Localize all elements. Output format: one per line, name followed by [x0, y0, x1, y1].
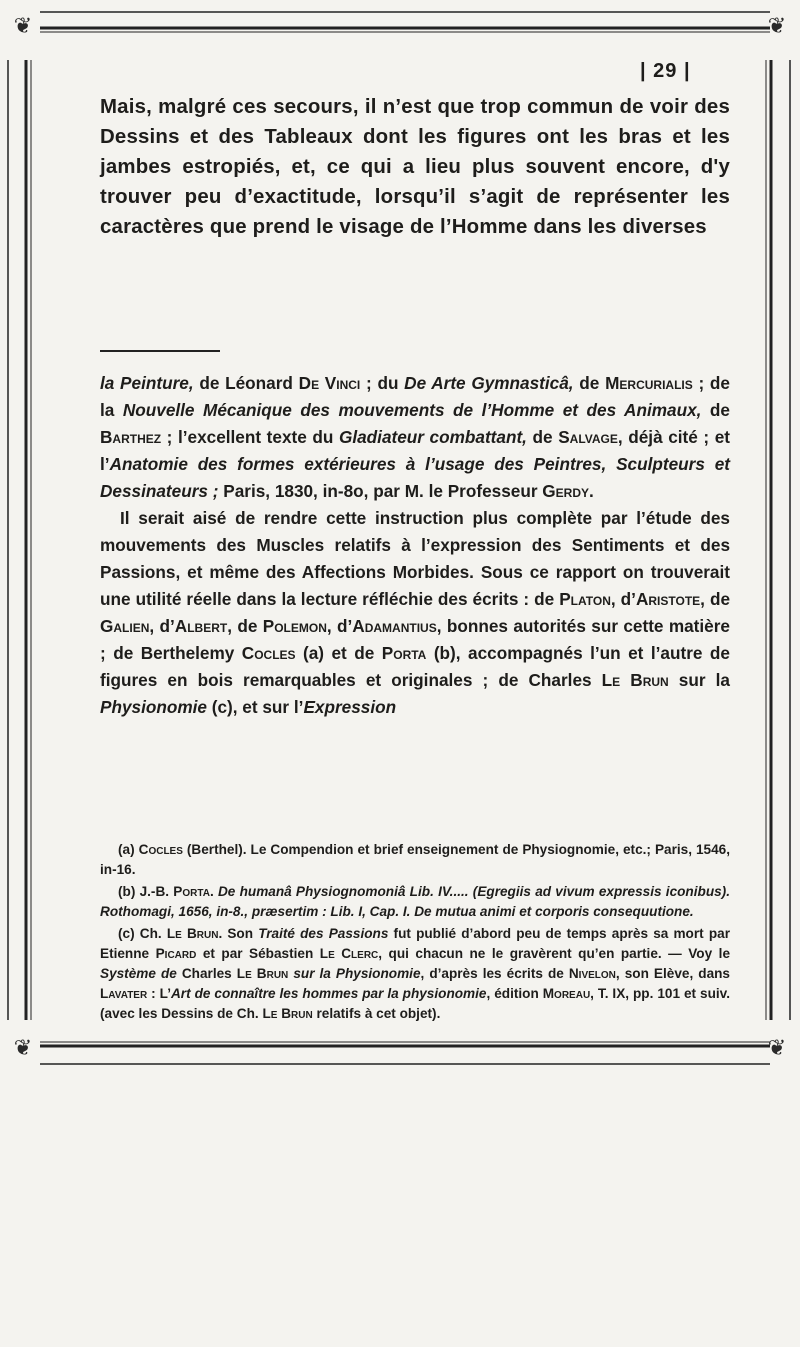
- corner-ornament-icon: ❦: [767, 14, 787, 39]
- top-border-ornament: [40, 0, 770, 60]
- paragraph-instruction: Il serait aisé de rendre cette instruction plus complète par l’étude des mouvements des Muscles relatifs à l’expression des Sentiments et des Passions, et même des Affections Morbides. Sous ce rapport on trouverait une utilité réelle dans la lecture réfléchie des écrits : de Platon, d’Aristote, de Galien, d’Albert, de Polemon, d’Adamantius, bonnes autorités sur cette matière ; de Berthelemy Cocles (a) et de Porta (b), accompagnés l’un et l’autre de figures en bois remarquables et originales ; de Charles Le Brun sur la Physionomie (c), et sur l’Expression: [100, 508, 731, 717]
- paragraph-references: la Peinture, de Léonard De Vinci ; du De Arte Gymnasticâ, de Mercurialis ; de la Nouvelle Mécanique des mouvements de l’Homme et des Animaux, de Barthez ; l’excellent texte du Gladiateur combattant, de Salvage, déjà cité ; et l’Anatomie des formes extérieures à l’usage des Peintres, Sculpteurs et Dessinateurs ; Paris, 1830, in-8o, par M. le Professeur Gerdy.: [100, 373, 731, 501]
- corner-ornament-icon: ❦: [13, 1036, 33, 1061]
- footnote-c: (c) Ch. Le Brun. Son Traité des Passions fut publié d’abord peu de temps après sa mort par Etienne Picard et par Sébastien Le Clerc, qui chacun ne le gravèrent qu’en partie. — Voy le Système de Charles Le Brun sur la Physionomie, d’après les écrits de Nivelon, son Elève, dans Lavater : L’Art de connaître les hommes par la physionomie, édition Moreau, T. IX, pp. 101 et suiv. (avec les Dessins de Ch. Le Brun relatifs à cet objet).: [100, 926, 730, 1021]
- footnote-b: (b) J.-B. Porta. De humanâ Physiognomoniâ Lib. IV..... (Egregiis ad vivum expressis iconibus). Rothomagi, 1656, in-8., præsertim : Lib. I, Cap. I. De mutua animi et corporis consequutione.: [100, 884, 730, 919]
- corner-ornament-icon: ❦: [13, 14, 33, 39]
- body-text: [100, 370, 730, 721]
- footnote-a: (a) Cocles (Berthel). Le Compendion et brief enseignement de Physiognomie, etc.; Paris, 1546, in-16.: [100, 842, 731, 877]
- section-divider: [100, 350, 220, 352]
- main-paragraph: Mais, malgré ces secours, il n’est que trop commun de voir des Dessins et des Tableaux dont les figures ont les bras et les jambes estropiés, et, ce qui a lieu plus souvent encore, d'y trouver peu d’exactitude, lorsqu’il s’agit de représenter les caractères que prend le visage de l’Homme dans les diverses: [100, 96, 730, 238]
- corner-ornament-icon: ❦: [767, 1036, 787, 1061]
- footnotes: [100, 840, 730, 1026]
- left-border-ornament: [0, 60, 45, 1020]
- page-number: | 29 |: [640, 60, 691, 82]
- right-border-ornament: [760, 60, 800, 1020]
- bottom-border-ornament: [40, 1020, 770, 1075]
